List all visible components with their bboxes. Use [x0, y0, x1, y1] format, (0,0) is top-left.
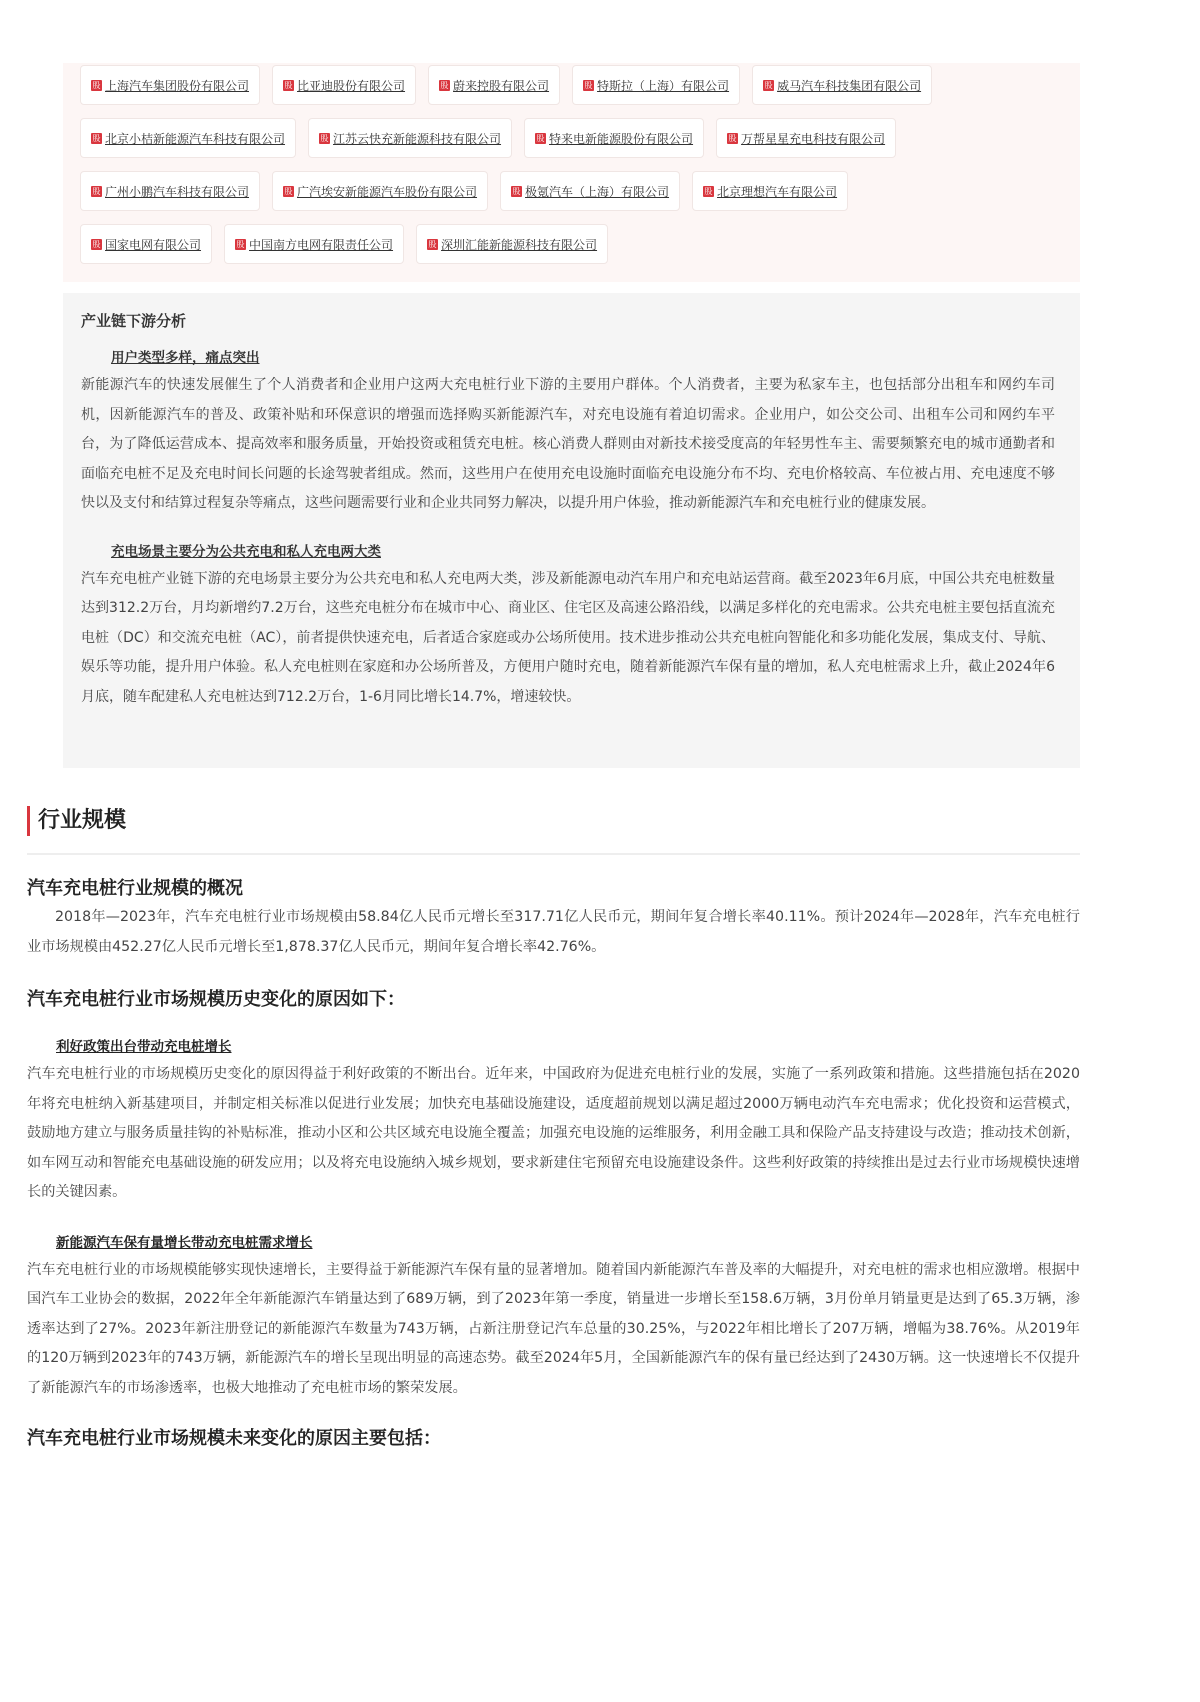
- company-link[interactable]: [572, 65, 740, 105]
- company-name: 上海汽车集团股份有限公司: [105, 78, 250, 93]
- company-row: [80, 171, 1080, 211]
- company-link[interactable]: [524, 118, 704, 158]
- company-name: 北京理想汽车有限公司: [717, 184, 838, 199]
- company-link[interactable]: [80, 171, 260, 211]
- stock-icon: 股: [92, 80, 101, 90]
- stock-icon: 股: [92, 186, 101, 196]
- company-row: [80, 224, 1080, 264]
- company-link[interactable]: [80, 65, 260, 105]
- stock-icon: 股: [584, 80, 593, 90]
- stock-icon: 股: [512, 186, 521, 196]
- stock-icon: 股: [92, 239, 101, 249]
- company-name: 蔚来控股有限公司: [453, 78, 550, 93]
- company-link[interactable]: [272, 65, 416, 105]
- company-link[interactable]: [308, 118, 512, 158]
- company-name: 比亚迪股份有限公司: [297, 78, 406, 93]
- overview-heading: 汽车充电桩行业规模的概况: [27, 878, 243, 899]
- company-link[interactable]: [416, 224, 608, 264]
- history-subheading: 利好政策出台带动充电桩增长: [56, 1039, 232, 1055]
- downstream-paragraph: 新能源汽车的快速发展催生了个人消费者和企业用户这两大充电桩行业下游的主要用户群体。个人消费者，主要为私家车主，也包括部分出租车和网约车司机，因新能源汽车的普及、政策补贴和环保意识的增强而选择购买新能源汽车，对充电设施有着迫切需求。企业用户，如公交公司、出租车公司和网约车平台，为了降低运营成本、提高效率和服务质量，开始投资或租赁充电桩。核心消费人群则由对新技术接受度高的年轻男性车主、需要频繁充电的城市通勤者和面临充电桩不足及充电时间长问题的长途驾驶者组成。然而，这些用户在使用充电设施时面临充电设施分布不均、充电价格较高、车位被占用、充电速度不够快以及支付和结算过程复杂等痛点，这些问题需要行业和企业共同努力解决，以提升用户体验，推动新能源汽车和充电桩行业的健康发展。: [81, 377, 1055, 511]
- company-name: 北京小桔新能源汽车科技有限公司: [105, 131, 286, 146]
- company-link[interactable]: [716, 118, 896, 158]
- stock-icon: 股: [284, 80, 293, 90]
- company-name: 国家电网有限公司: [105, 237, 202, 252]
- company-link[interactable]: [80, 118, 296, 158]
- company-name: 深圳汇能新能源科技有限公司: [441, 237, 598, 252]
- company-link[interactable]: [752, 65, 932, 105]
- downstream-subheading: 用户类型多样，痛点突出: [111, 350, 260, 366]
- company-name: 特来电新能源股份有限公司: [549, 131, 694, 146]
- downstream-analysis-box: [63, 293, 1080, 768]
- company-name: 广州小鹏汽车科技有限公司: [105, 184, 250, 199]
- stock-icon: 股: [284, 186, 293, 196]
- company-link[interactable]: [428, 65, 560, 105]
- stock-icon: 股: [728, 133, 737, 143]
- company-link[interactable]: [272, 171, 488, 211]
- future-heading: 汽车充电桩行业市场规模未来变化的原因主要包括：: [27, 1428, 441, 1449]
- company-link[interactable]: [80, 224, 212, 264]
- company-name: 特斯拉（上海）有限公司: [597, 78, 730, 93]
- stock-icon: 股: [320, 133, 329, 143]
- company-link[interactable]: [500, 171, 680, 211]
- company-row: [80, 65, 1080, 105]
- company-name: 万帮星星充电科技有限公司: [741, 131, 886, 146]
- history-paragraph: 汽车充电桩行业的市场规模历史变化的原因得益于利好政策的不断出台。近年来，中国政府为促进充电桩行业的发展，实施了一系列政策和措施。这些措施包括在2020年将充电桩纳入新基建项目，并制定相关标准以促进行业发展；加快充电基础设施建设，适度超前规划以满足超过2000万辆电动汽车充电需求；优化投资和运营模式，鼓励地方建立与服务质量挂钩的补贴标准，推动小区和公共区域充电设施全覆盖；加强充电设施的运维服务，利用金融工具和保险产品支持建设与改造；推动技术创新，如车网互动和智能充电基础设施的研发应用；以及将充电设施纳入城乡规划，要求新建住宅预留充电设施建设条件。这些利好政策的持续推出是过去行业市场规模快速增长的关键因素。: [27, 1066, 1080, 1200]
- downstream-title: 产业链下游分析: [81, 312, 187, 330]
- downstream-subheading: 充电场景主要分为公共充电和私人充电两大类: [111, 543, 381, 560]
- history-subheading: 新能源汽车保有量增长带动充电桩需求增长: [56, 1234, 313, 1251]
- stock-icon: 股: [428, 239, 437, 249]
- stock-icon: 股: [704, 186, 713, 196]
- history-paragraph: 汽车充电桩行业的市场规模能够实现快速增长，主要得益于新能源汽车保有量的显著增加。随着国内新能源汽车普及率的大幅提升，对充电桩的需求也相应激增。根据中国汽车工业协会的数据，2022年全年新能源汽车销量达到了689万辆，到了2023年第一季度，销量进一步增长至158.6万辆，3月份单月销量更是达到了65.3万辆，渗透率达到了27%。2023年新注册登记的新能源汽车数量为743万辆，占新注册登记汽车总量的30.25%，与2022年相比增长了207万辆，增幅为38.76%。从2019年的120万辆到2023年的743万辆，新能源汽车的增长呈现出明显的高速态势。截至2024年5月，全国新能源汽车的保有量已经达到了2430万辆。这一快速增长不仅提升了新能源汽车的市场渗透率，也极大地推动了充电桩市场的繁荣发展。: [27, 1261, 1080, 1396]
- stock-icon: 股: [236, 239, 245, 249]
- company-name: 江苏云快充新能源科技有限公司: [333, 131, 502, 146]
- stock-icon: 股: [440, 80, 449, 90]
- company-link[interactable]: [224, 224, 404, 264]
- history-heading: 汽车充电桩行业市场规模历史变化的原因如下：: [27, 989, 405, 1010]
- downstream-paragraph: 汽车充电桩产业链下游的充电场景主要分为公共充电和私人充电两大类，涉及新能源电动汽车用户和充电站运营商。截至2023年6月底，中国公共充电桩数量达到312.2万台，月均新增约7.2万台，这些充电桩分布在城市中心、商业区、住宅区及高速公路沿线，以满足多样化的充电需求。公共充电桩主要包括直流充电桩（DC）和交流充电桩（AC），前者提供快速充电，后者适合家庭或办公场所使用。技术进步推动公共充电桩向智能化和多功能化发展，集成支付、导航、娱乐等功能，提升用户体验。私人充电桩则在家庭和办公场所普及，方便用户随时充电，随着新能源汽车保有量的增加，私人充电桩需求上升，截止2024年6月底，随车配建私人充电桩达到712.2万台，1-6月同比增长14.7%，增速较快。: [81, 570, 1055, 705]
- stock-icon: 股: [92, 133, 101, 143]
- company-name: 中国南方电网有限责任公司: [249, 237, 394, 252]
- company-name: 威马汽车科技集团有限公司: [777, 78, 922, 93]
- stock-icon: 股: [536, 133, 545, 143]
- stock-icon: 股: [764, 80, 773, 90]
- related-companies-panel: [63, 63, 1080, 282]
- overview-paragraph: 2018年—2023年，汽车充电桩行业市场规模由58.84亿人民币元增长至317.71亿人民币元，期间年复合增长率40.11%。预计2024年—2028年，汽车充电桩行业市场规模由452.27亿人民币元增长至1,878.37亿人民币元，期间年复合增长率42.76%。: [27, 909, 1080, 955]
- company-name: 极氪汽车（上海）有限公司: [525, 184, 670, 199]
- company-name: 广汽埃安新能源汽车股份有限公司: [297, 184, 478, 199]
- industry-scale-section: [27, 806, 1080, 1453]
- company-link[interactable]: [692, 171, 848, 211]
- section-title: 行业规模: [27, 806, 1080, 836]
- company-row: [80, 118, 1080, 158]
- divider: [27, 853, 1080, 855]
